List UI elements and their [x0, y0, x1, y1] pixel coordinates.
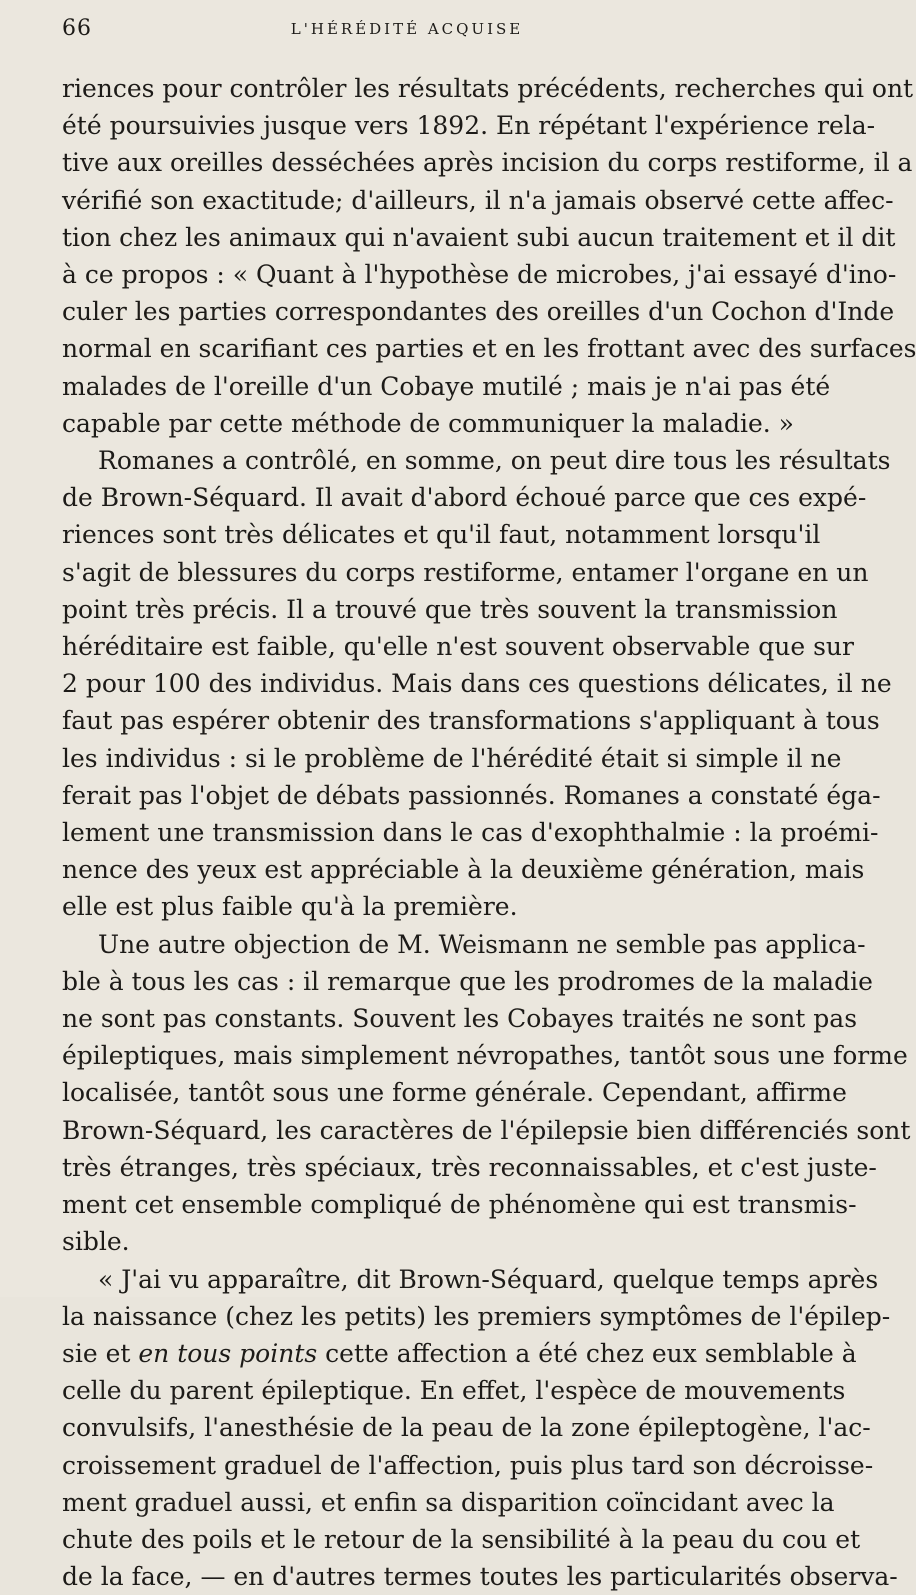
text-line: point très précis. Il a trouvé que très souvent la transmission [62, 594, 838, 624]
text-line: culer les parties correspondantes des oreilles d'un Cochon d'Inde [62, 297, 895, 327]
text-line: 2 pour 100 des individus. Mais dans ces questions délicates, il ne [62, 669, 892, 699]
body-text [62, 70, 916, 1595]
text-line: Brown-Séquard, les caractères de l'épilepsie bien différenciés sont [62, 1115, 911, 1145]
text-line: tion chez les animaux qui n'avaient subi aucun traitement et il dit [62, 222, 896, 252]
text-line: Une autre objection de M. Weismann ne semble pas applica- [98, 929, 866, 959]
text-line: nence des yeux est appréciable à la deuxième génération, mais [62, 855, 865, 885]
text-line: épileptiques, mais simplement névropathes, tantôt sous une forme [62, 1041, 908, 1071]
text-line: vérifié son exactitude; d'ailleurs, il n'a jamais observé cette affec- [62, 185, 894, 215]
text-line: ment cet ensemble compliqué de phénomène qui est transmis- [62, 1190, 857, 1220]
text-line: elle est plus faible qu'à la première. [62, 892, 518, 922]
text-line: capable par cette méthode de communiquer la maladie. » [62, 408, 794, 438]
page-number: 66 [62, 16, 92, 41]
text-line: ment graduel aussi, et enfin sa disparition coïncidant avec la [62, 1487, 835, 1517]
text-line: convulsifs, l'anesthésie de la peau de la zone épileptogène, l'ac- [62, 1413, 871, 1443]
text-line: sie et en tous points cette affection a été chez eux semblable à [62, 1338, 857, 1368]
text-line: riences sont très délicates et qu'il faut, notamment lorsqu'il [62, 520, 821, 550]
text-line: localisée, tantôt sous une forme générale. Cependant, affirme [62, 1078, 847, 1108]
text-line: ble à tous les cas : il remarque que les prodromes de la maladie [62, 966, 873, 996]
text-line: sible. [62, 1227, 130, 1257]
text-line: héréditaire est faible, qu'elle n'est souvent observable que sur [62, 632, 854, 662]
text-line: de la face, — en d'autres termes toutes les particularités observa- [62, 1562, 898, 1592]
text-line: de Brown-Séquard. Il avait d'abord échoué parce que ces expé- [62, 483, 867, 513]
running-title: L'HÉRÉDITÉ ACQUISE [290, 20, 524, 38]
text-line: faut pas espérer obtenir des transformations s'appliquant à tous [62, 706, 880, 736]
text-line: ferait pas l'objet de débats passionnés. Romanes a constaté éga- [62, 780, 881, 810]
text-line: les individus : si le problème de l'hérédité était si simple il ne [62, 743, 842, 773]
text-line: très étranges, très spéciaux, très reconnaissables, et c'est juste- [62, 1152, 877, 1182]
text-line: ne sont pas constants. Souvent les Cobayes traités ne sont pas [62, 1004, 858, 1034]
text-line: riences pour contrôler les résultats précédents, recherches qui ont [62, 74, 914, 103]
italic-phrase: en tous points [138, 1338, 318, 1368]
text-line: lement une transmission dans le cas d'exophthalmie : la proémi- [62, 818, 879, 848]
text-line: s'agit de blessures du corps restiforme, entamer l'organe en un [62, 557, 869, 587]
text-line: la naissance (chez les petits) les premiers symptômes de l'épilep- [62, 1301, 891, 1331]
text-line: été poursuivies jusque vers 1892. En répétant l'expérience rela- [62, 111, 876, 141]
text-line: malades de l'oreille d'un Cobaye mutilé ; mais je n'ai pas été [62, 371, 831, 401]
text-line: chute des poils et le retour de la sensibilité à la peau du cou et [62, 1524, 861, 1554]
text-line: Romanes a contrôlé, en somme, on peut dire tous les résultats [98, 446, 891, 476]
text-line: croissement graduel de l'affection, puis plus tard son décroisse- [62, 1450, 874, 1480]
text-line: à ce propos : « Quant à l'hypothèse de microbes, j'ai essayé d'ino- [62, 260, 897, 290]
page-header [62, 10, 752, 50]
text-line: celle du parent épileptique. En effet, l'espèce de mouvements [62, 1376, 846, 1406]
text-line: tive aux oreilles desséchées après incision du corps restiforme, il a [62, 148, 913, 178]
text-line: normal en scarifiant ces parties et en les frottant avec des surfaces [62, 334, 916, 364]
text-line: « J'ai vu apparaître, dit Brown-Séquard, quelque temps après [98, 1264, 879, 1294]
